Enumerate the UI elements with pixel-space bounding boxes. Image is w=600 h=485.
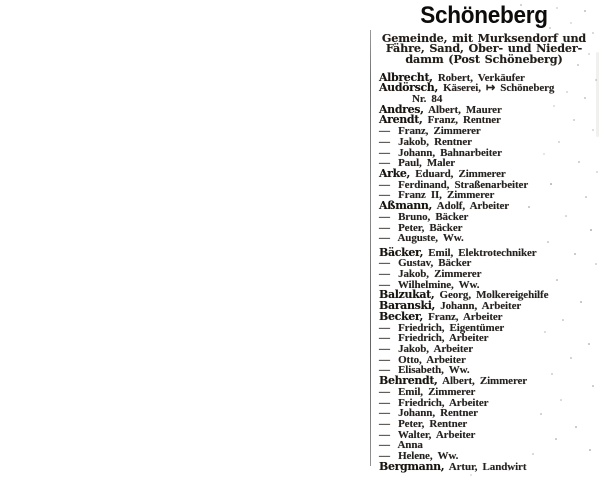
entry-text: Friedrich, Eigentümer bbox=[398, 321, 505, 334]
repeated-surname-dash: — bbox=[379, 135, 390, 148]
entry-text: Elisabeth, Ww. bbox=[398, 364, 470, 377]
directory-entry bbox=[379, 459, 600, 473]
entry-text: Eduard, Zimmerer bbox=[415, 167, 506, 180]
subtitle-block bbox=[381, 33, 587, 64]
entry-text: Adolf, Arbeiter bbox=[436, 200, 510, 213]
entry-text: Peter, Rentner bbox=[398, 418, 468, 430]
entry-surname: Andres, bbox=[379, 102, 424, 116]
repeated-surname-dash: — bbox=[379, 418, 390, 430]
entry-text: Walter, Arbeiter bbox=[397, 428, 476, 441]
repeated-surname-dash: — bbox=[379, 278, 390, 291]
repeated-surname-dash: — bbox=[379, 439, 390, 452]
entry-text: Emil, Elektrotechniker bbox=[428, 246, 537, 259]
entry-text: Emil, Zimmerer bbox=[398, 385, 476, 398]
subtitle-line: damm (Post Schöneberg) bbox=[405, 51, 563, 66]
entry-text: Johann, Bahnarbeiter bbox=[398, 146, 502, 159]
subtitle-line: Fähre, Sand, Ober- und Nieder- bbox=[385, 41, 583, 56]
repeated-surname-dash: — bbox=[379, 332, 390, 345]
repeated-surname-dash: — bbox=[379, 257, 390, 270]
repeated-surname-dash: — bbox=[379, 221, 390, 234]
entry-text: Auguste, Ww. bbox=[397, 232, 464, 245]
entry-text: Paul, Maler bbox=[398, 157, 456, 170]
entry-surname: Arke, bbox=[379, 166, 411, 180]
entry-text: Friedrich, Arbeiter bbox=[398, 332, 489, 345]
entry-text: Jakob, Zimmerer bbox=[398, 267, 482, 280]
entry-text: Georg, Molkereigehilfe bbox=[439, 289, 549, 302]
entry-text: Wilhelmine, Ww. bbox=[397, 278, 480, 291]
entry-surname: Becker, bbox=[379, 309, 423, 323]
entry-text: Peter, Bäcker bbox=[398, 221, 463, 234]
entry-text: Anna bbox=[397, 439, 423, 452]
page-title: Schöneberg bbox=[420, 2, 548, 29]
entry-surname: Albrecht, bbox=[379, 70, 433, 84]
repeated-surname-dash: — bbox=[379, 267, 390, 280]
repeated-surname-dash: — bbox=[379, 342, 390, 355]
entry-text: Albert, Zimmerer bbox=[442, 375, 528, 388]
repeated-surname-dash: — bbox=[379, 232, 390, 245]
repeated-surname-dash: — bbox=[379, 353, 390, 366]
repeated-surname-dash: — bbox=[379, 178, 390, 191]
entry-text: Ferdinand, Straßenarbeiter bbox=[398, 178, 529, 191]
entry-surname: Behrendt, bbox=[379, 374, 438, 388]
subtitle-line: Gemeinde, mit Murksendorf und bbox=[381, 31, 587, 45]
repeated-surname-dash: — bbox=[379, 407, 390, 420]
entry-text: Albert, Maurer bbox=[428, 103, 502, 116]
entry-text: Friedrich, Arbeiter bbox=[398, 396, 489, 409]
column-divider-rule bbox=[370, 30, 371, 466]
entry-text: Franz, Arbeiter bbox=[428, 310, 503, 323]
entry-text: Jakob, Arbeiter bbox=[398, 342, 474, 355]
directory-entry bbox=[379, 233, 600, 244]
repeated-surname-dash: — bbox=[379, 450, 390, 463]
entry-text: Otto, Arbeiter bbox=[398, 353, 466, 366]
entry-text: Franz II, Zimmerer bbox=[398, 189, 495, 202]
entry-surname: Balzukat, bbox=[379, 288, 435, 302]
entry-surname: Audörsch, bbox=[379, 81, 438, 95]
entry-text: Helene, Ww. bbox=[398, 450, 459, 463]
repeated-surname-dash: — bbox=[379, 385, 390, 398]
entry-surname: Baranski, bbox=[379, 299, 436, 313]
scan-noise bbox=[0, 0, 2, 2]
entry-text: Johann, Arbeiter bbox=[440, 300, 522, 313]
directory-list bbox=[379, 70, 600, 473]
repeated-surname-dash: — bbox=[379, 210, 390, 223]
entry-surname: Bäcker, bbox=[379, 245, 424, 259]
entry-text: Nr. 84 bbox=[412, 92, 443, 105]
repeated-surname-dash: — bbox=[379, 396, 390, 409]
repeated-surname-dash: — bbox=[379, 157, 390, 170]
entry-text: Artur, Landwirt bbox=[448, 460, 527, 473]
entry-surname: Arendt, bbox=[379, 113, 423, 127]
entry-surname: Aßmann, bbox=[379, 199, 433, 213]
repeated-surname-dash: — bbox=[379, 189, 390, 202]
entry-text: Franz, Zimmerer bbox=[398, 125, 481, 138]
entry-surname: Bergmann, bbox=[379, 459, 445, 473]
repeated-surname-dash: — bbox=[379, 125, 390, 138]
repeated-surname-dash: — bbox=[379, 364, 390, 377]
repeated-surname-dash: — bbox=[379, 321, 390, 334]
scan-noise bbox=[0, 0, 2, 2]
entry-text: Gustav, Bäcker bbox=[398, 257, 472, 270]
entry-text: Käserei, ↦ Schöneberg bbox=[443, 82, 555, 95]
entry-text: Franz, Rentner bbox=[427, 114, 501, 127]
repeated-surname-dash: — bbox=[379, 428, 390, 441]
entry-text: Jakob, Rentner bbox=[398, 135, 472, 148]
entry-text: Johann, Rentner bbox=[398, 407, 478, 420]
entry-text: Bruno, Bäcker bbox=[398, 210, 469, 223]
repeated-surname-dash: — bbox=[379, 146, 390, 159]
entry-text: Robert, Verkäufer bbox=[437, 71, 525, 84]
